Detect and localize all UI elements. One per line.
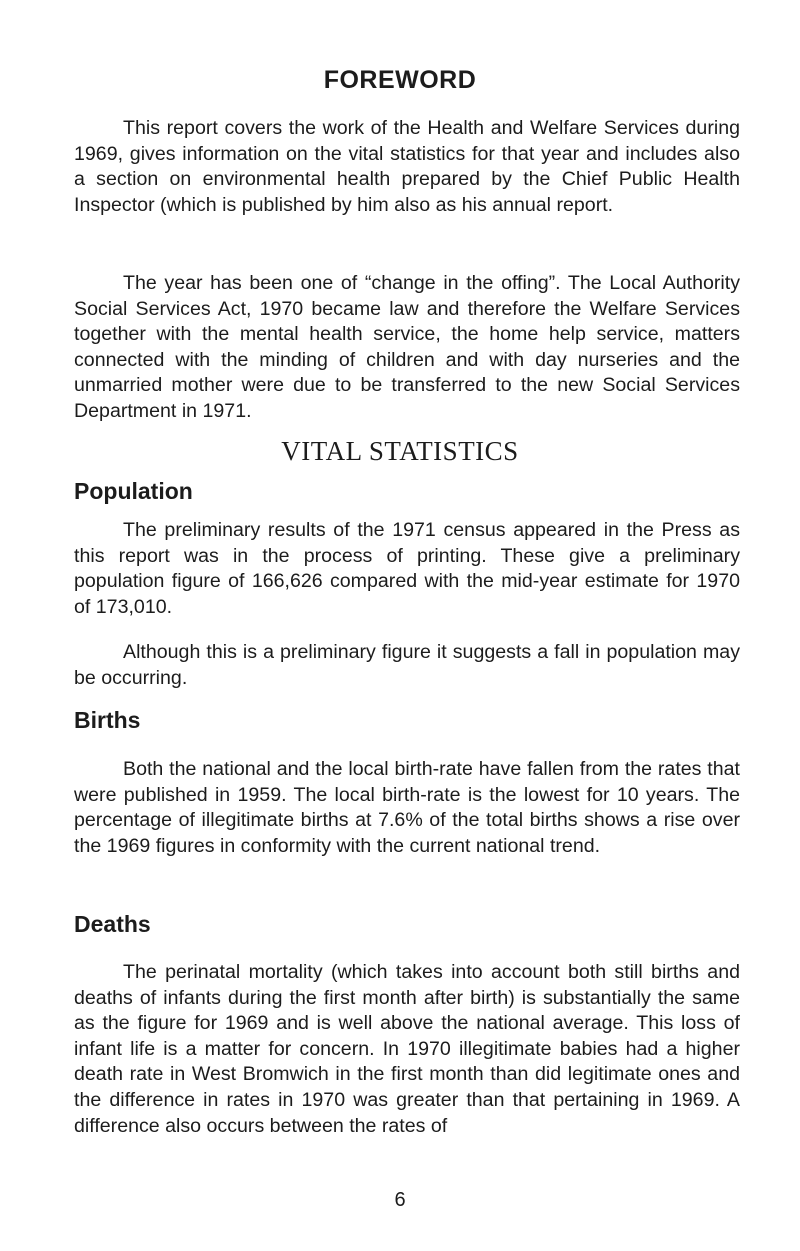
births-heading: Births [74,707,141,733]
births-paragraph: Both the national and the local birth-rate have fallen from the rates that were published in 1959. The local birth-rate is the lowest for 10 years. The percentage of illegitimate births at 7.6% of the total births shows a rise over the 1969 figures in conformity with the current national trend. [74,758,740,857]
foreword-title: FOREWORD [323,66,477,94]
population-paragraph-1: The preliminary results of the 1971 census appeared in the Press as this report was in the process of printing. These give a preliminary population figure of 166,626 compared with the mid-year estimate for 1970 of 173,010. [74,519,740,618]
deaths-heading: Deaths [74,911,151,937]
deaths-paragraph: The perinatal mortality (which takes into account both still births and deaths of infants during the first month after birth) is substantially the same as the figure for 1969 and is well above the national average. This loss of infant life is a matter for concern. In 1970 illegitimate babies had a higher death rate in West Bromwich in the first month than did legitimate ones and the difference in rates in 1970 was greater than that pertaining in 1969. A difference also occurs between the rates of [74,961,740,1137]
population-paragraph-2: Although this is a preliminary figure it suggests a fall in population may be occurring. [74,641,740,689]
vital-statistics-title: VITAL STATISTICS [281,436,519,466]
foreword-paragraph-2: The year has been one of “change in the offing”. The Local Authority Social Services Act, 1970 became law and therefore the Welfare Services together with the mental health service, the home help service, matters connected with the minding of children and with day nurseries and the unmarried mother were due to be transferred to the new Social Services Department in 1971. [74,272,740,422]
population-heading: Population [74,478,193,504]
foreword-paragraph-1: This report covers the work of the Health and Welfare Services during 1969, gives information on the vital statistics for that year and includes also a section on environmental health prepared by the Chief Public Health Inspector (which is published by him also as his annual report. [74,117,740,216]
page-number: 6 [394,1189,406,1211]
